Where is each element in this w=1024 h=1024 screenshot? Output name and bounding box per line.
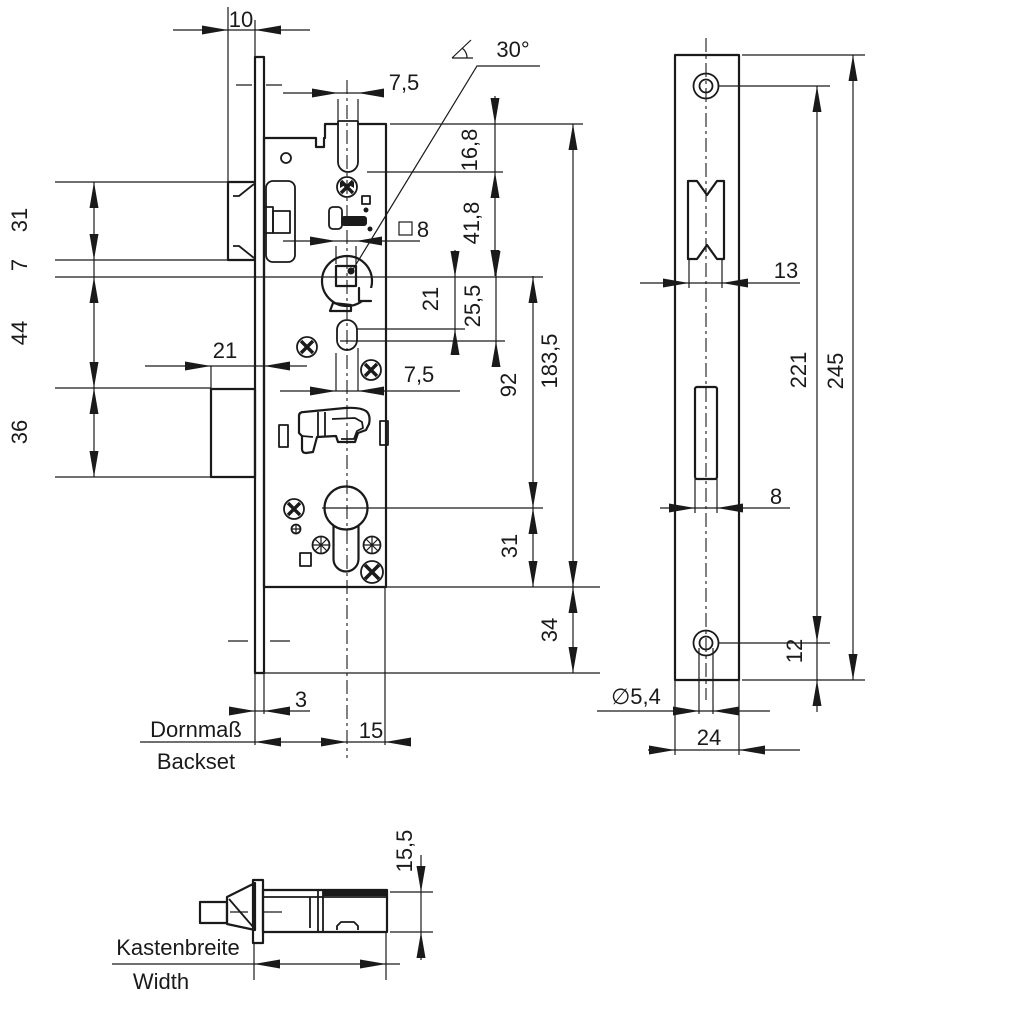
dim-15: 15 — [358, 718, 384, 743]
dim-36: 36 — [7, 419, 32, 445]
dim-7-5-mid: 7,5 — [403, 362, 435, 387]
lock-case-outline — [264, 124, 386, 587]
dimension-arrowhead — [255, 26, 281, 35]
dimension-arrowhead — [254, 960, 280, 969]
dim-3: 3 — [294, 687, 308, 712]
spring-screw-shank — [341, 216, 367, 226]
phillips-screw-icon — [297, 337, 317, 357]
side-slot-tab — [337, 922, 358, 930]
dimension-arrowhead — [492, 341, 501, 367]
dim-245: 245 — [823, 352, 848, 390]
dimension-arrowhead — [358, 387, 384, 396]
dim-31-bottom: 31 — [497, 533, 522, 559]
faceplate-edge-strip — [255, 57, 264, 673]
dim-15-5: 15,5 — [392, 829, 417, 873]
dimension-arrowhead — [90, 277, 99, 303]
backset-label-de: Dornmaß — [150, 717, 242, 742]
dimension-arrowhead — [529, 561, 538, 587]
dimension-arrowhead — [185, 362, 211, 371]
dimension-arrowhead — [813, 616, 822, 642]
square-symbol — [399, 222, 412, 235]
latch-nose — [200, 902, 227, 923]
dimension-labels — [7, 7, 848, 994]
dim-92: 92 — [496, 372, 521, 398]
dim-21-left: 21 — [212, 338, 238, 363]
dim-12: 12 — [782, 638, 807, 664]
dim-square-8: 8 — [416, 217, 430, 242]
lower-block — [211, 389, 255, 477]
dimension-arrowhead — [813, 680, 822, 706]
dim-31-left: 31 — [7, 207, 32, 233]
dimension-arrowhead — [569, 647, 578, 673]
dimension-arrowhead — [255, 738, 281, 747]
small-rect-port — [300, 553, 311, 566]
adjuster-icon — [291, 524, 301, 534]
phillips-screw-icon — [361, 561, 383, 583]
boss-hatched-icon — [364, 537, 381, 554]
dimension-arrowhead — [491, 172, 500, 198]
dim-21-mid: 21 — [418, 286, 443, 312]
case-hole — [281, 153, 291, 163]
dimension-arrowhead — [569, 561, 578, 587]
angle-symbol — [452, 40, 473, 58]
dimension-arrowhead — [229, 707, 255, 716]
dim-183-5: 183,5 — [537, 333, 562, 389]
dimension-arrowhead — [569, 124, 578, 150]
dim-44: 44 — [7, 320, 32, 346]
dimension-arrowhead — [312, 89, 338, 98]
dimension-arrowhead — [451, 251, 460, 277]
dim-10: 10 — [228, 7, 254, 32]
dimension-arrowhead — [849, 55, 858, 81]
dim-34: 34 — [537, 617, 562, 643]
dimension-arrowhead — [358, 89, 384, 98]
dimension-arrowhead — [90, 362, 99, 388]
swing-hook-bolt — [299, 408, 370, 453]
dimension-arrowhead — [669, 504, 695, 513]
width-label-de: Kastenbreite — [116, 935, 240, 960]
latch-tail — [338, 121, 358, 172]
dimension-arrowhead — [722, 279, 748, 288]
dim-dia-5-4: ∅5,4 — [611, 684, 661, 709]
dimension-arrowhead — [90, 388, 99, 414]
latch-chamfer-marks — [233, 184, 254, 258]
spring-screw-head — [329, 207, 342, 229]
front-view — [211, 57, 388, 673]
dimension-arrowhead — [491, 98, 500, 124]
handle-follower — [322, 256, 374, 311]
phillips-screw-icon — [361, 360, 381, 380]
dim-41-8: 41,8 — [459, 201, 484, 245]
dimension-arrowhead — [310, 387, 336, 396]
dimension-arrowhead — [529, 508, 538, 534]
dimension-arrowhead — [417, 932, 426, 958]
dim-7-5-top: 7,5 — [388, 70, 420, 95]
dimension-arrowhead — [529, 277, 538, 303]
dimension-arrowhead — [310, 237, 336, 246]
dim-221: 221 — [786, 351, 811, 389]
leader-dot — [348, 268, 355, 275]
width-label-en: Width — [132, 969, 190, 994]
dim-8-slot: 8 — [769, 484, 783, 509]
dimension-arrowhead — [649, 746, 675, 755]
dimension-arrowhead — [813, 86, 822, 112]
dimension-arrowhead — [849, 654, 858, 680]
small-square-port — [362, 196, 370, 204]
dimension-arrowhead — [90, 182, 99, 208]
dimension-arrowhead — [264, 707, 290, 716]
backset-label-en: Backset — [156, 749, 236, 774]
dim-angle-30: 30° — [496, 37, 530, 62]
phillips-screw-icon — [284, 499, 304, 519]
case-side-slot — [279, 425, 288, 447]
dimension-arrowhead — [417, 866, 426, 892]
profile-cylinder-hole — [325, 487, 368, 572]
dimension-arrowhead — [451, 329, 460, 355]
faceplate-outline — [675, 55, 739, 680]
dimension-arrowhead — [264, 362, 290, 371]
dimension-arrowhead — [739, 746, 765, 755]
dim-7-left: 7 — [7, 258, 32, 272]
dimension-arrowhead — [202, 26, 228, 35]
dim-16-8: 16,8 — [457, 128, 482, 172]
dimension-arrowhead — [713, 707, 739, 716]
faceplate-view — [675, 55, 739, 680]
dim-24: 24 — [696, 725, 722, 750]
boss-hatched-icon — [313, 537, 330, 554]
dimension-arrowhead — [360, 960, 386, 969]
dimension-arrowhead — [90, 234, 99, 260]
dimension-arrowhead — [321, 738, 347, 747]
side-view — [200, 880, 387, 943]
dimension-arrowhead — [673, 707, 699, 716]
dimension-arrowhead — [529, 482, 538, 508]
dim-13: 13 — [773, 258, 799, 283]
dim-25-5: 25,5 — [460, 284, 485, 328]
dimension-arrowhead — [385, 738, 411, 747]
dimension-arrowhead — [569, 587, 578, 613]
dimension-arrowhead — [90, 451, 99, 477]
